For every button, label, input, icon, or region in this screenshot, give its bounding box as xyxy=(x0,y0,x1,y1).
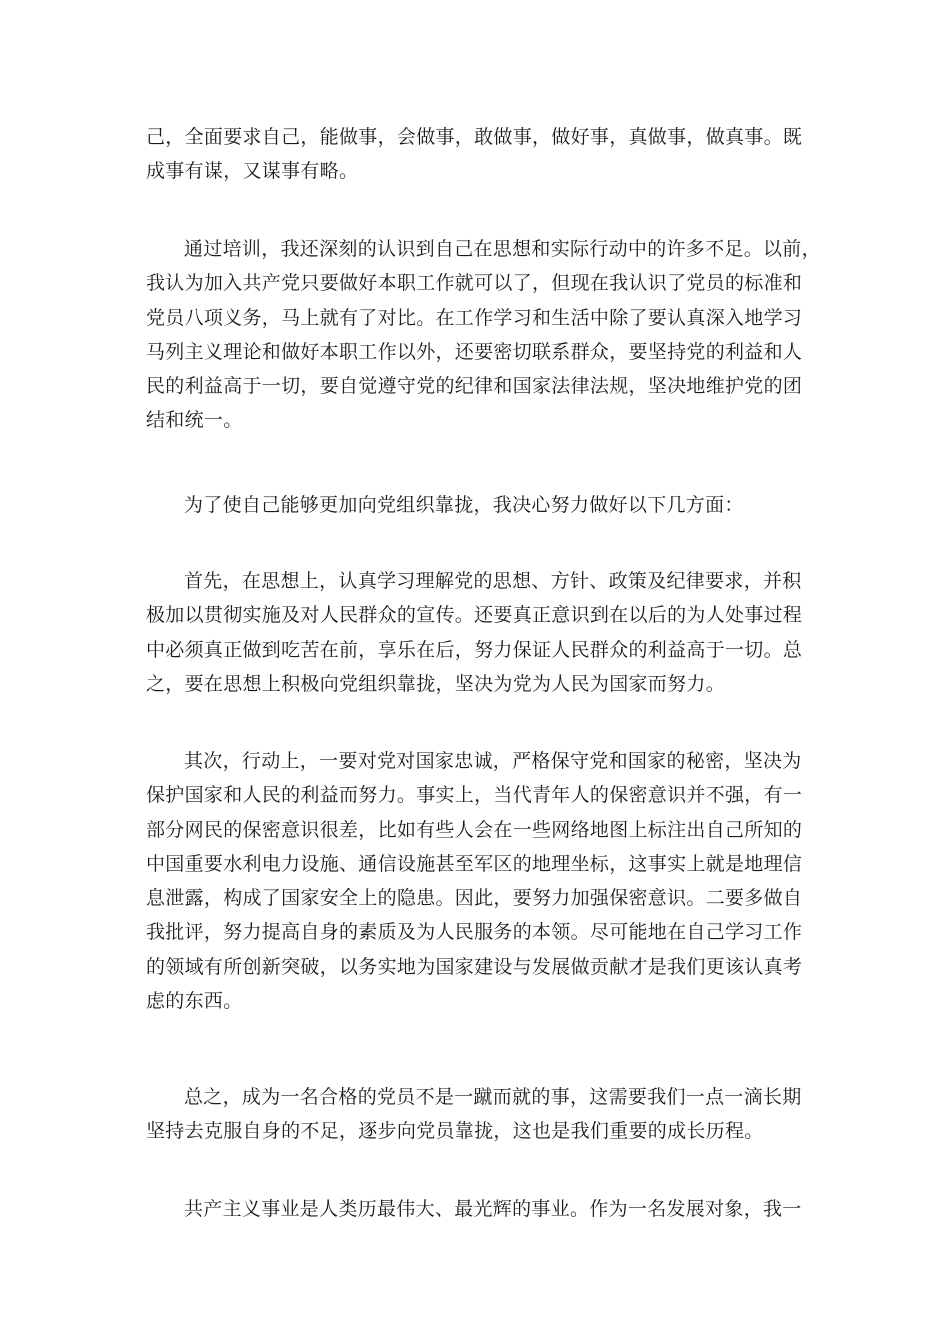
text-line: 保护国家和人民的利益而努力。事实上，当代青年人的保密意识并不强，有一 xyxy=(146,784,803,807)
text-line: 党员八项义务，马上就有了对比。在工作学习和生活中除了要认真深入地学习 xyxy=(146,306,803,329)
text-line: 我批评，努力提高自身的素质及为人民服务的本领。尽可能地在自己学习工作 xyxy=(146,921,803,944)
paragraph-first xyxy=(146,564,826,701)
text-line: 极加以贯彻实施及对人民群众的宣传。还要真正意识到在以后的为人处事过程 xyxy=(146,604,803,627)
paragraph-resolution xyxy=(146,488,826,522)
text-line: 成事有谋，又谋事有略。 xyxy=(146,160,359,183)
text-line: 的领域有所创新突破，以务实地为国家建设与发展做贡献才是我们更该认真考 xyxy=(146,955,803,978)
text-line: 坚持去克服自身的不足，逐步向党员靠拢，这也是我们重要的成长历程。 xyxy=(146,1120,764,1143)
paragraph-training xyxy=(146,232,826,438)
paragraph-closing xyxy=(146,1192,826,1226)
text-line: 中国重要水利电力设施、通信设施甚至军区的地理坐标，这事实上就是地理信 xyxy=(146,852,803,875)
paragraph-continuation xyxy=(146,120,826,189)
text-line: 共产主义事业是人类历最伟大、最光辉的事业。作为一名发展对象，我一 xyxy=(184,1198,802,1220)
text-line: 其次，行动上，一要对党对国家忠诚，严格保守党和国家的秘密，坚决为 xyxy=(184,750,802,772)
text-line: 为了使自己能够更加向党组织靠拢，我决心努力做好以下几方面： xyxy=(184,494,744,516)
text-line: 虑的东西。 xyxy=(146,990,243,1013)
text-line: 息泄露，构成了国家安全上的隐患。因此，要努力加强保密意识。二要多做自 xyxy=(146,887,803,910)
text-line: 我认为加入共产党只要做好本职工作就可以了，但现在我认识了党员的标准和 xyxy=(146,272,803,295)
paragraph-summary xyxy=(146,1080,826,1149)
text-line: 部分网民的保密意识很差，比如有些人会在一些网络地图上标注出自己所知的 xyxy=(146,818,803,841)
text-line: 结和统一。 xyxy=(146,409,243,432)
text-line: 己，全面要求自己，能做事，会做事，敢做事，做好事，真做事，做真事。既 xyxy=(146,126,803,148)
text-line: 中必须真正做到吃苦在前，享乐在后，努力保证人民群众的利益高于一切。总 xyxy=(146,638,803,661)
text-line: 通过培训，我还深刻的认识到自己在思想和实际行动中的许多不足。以前， xyxy=(184,238,821,260)
text-line: 马列主义理论和做好本职工作以外，还要密切联系群众，要坚持党的利益和人 xyxy=(146,340,803,363)
text-line: 首先，在思想上，认真学习理解党的思想、方针、政策及纪律要求，并积 xyxy=(184,570,802,592)
text-line: 民的利益高于一切，要自觉遵守党的纪律和国家法律法规，坚决地维护党的团 xyxy=(146,375,803,398)
text-line: 之，要在思想上积极向党组织靠拢，坚决为党为人民为国家而努力。 xyxy=(146,672,726,695)
paragraph-second xyxy=(146,744,826,1018)
text-line: 总之，成为一名合格的党员不是一蹴而就的事，这需要我们一点一滴长期 xyxy=(184,1086,802,1108)
